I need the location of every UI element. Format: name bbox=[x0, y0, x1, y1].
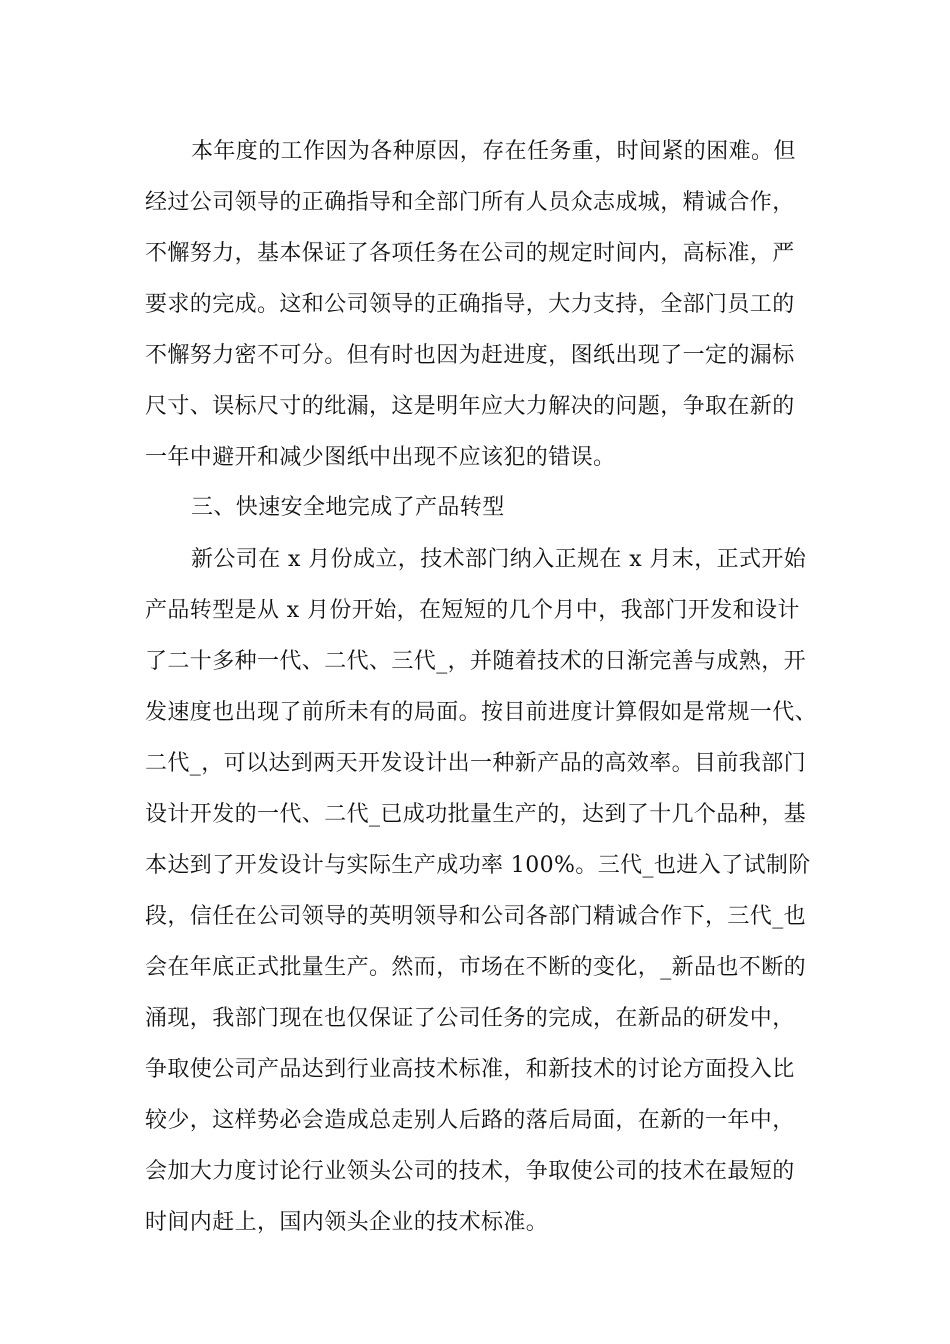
paragraph-1-line-6: 尺寸、误标尺寸的纰漏，这是明年应大力解决的问题，争取在新的 bbox=[145, 394, 795, 419]
paragraph-1-line-4: 要求的完成。这和公司领导的正确指导，大力支持，全部门员工的 bbox=[145, 292, 795, 317]
paragraph-2-line-3: 了二十多种一代、二代、三代_，并随着技术的日渐完善与成熟，开 bbox=[145, 649, 807, 674]
paragraph-2-line-12: 较少，这样势必会造成总走别人后路的落后局面，在新的一年中， bbox=[145, 1108, 795, 1133]
paragraph-2-line-9: 会在年底正式批量生产。然而，市场在不断的变化，_新品也不断的 bbox=[145, 955, 807, 980]
paragraph-2-line-13: 会加大力度讨论行业领头公司的技术，争取使公司的技术在最短的 bbox=[145, 1159, 795, 1184]
paragraph-2-line-4: 发速度也出现了前所未有的局面。按目前进度计算假如是常规一代、 bbox=[145, 700, 818, 725]
section-heading: 三、快速安全地完成了产品转型 bbox=[191, 495, 505, 520]
paragraph-1-line-5: 不懈努力密不可分。但有时也因为赶进度，图纸出现了一定的漏标 bbox=[145, 343, 795, 368]
paragraph-2-line-10: 涌现，我部门现在也仅保证了公司任务的完成，在新品的研发中， bbox=[145, 1006, 795, 1031]
paragraph-2-line-2: 产品转型是从 x 月份开始，在短短的几个月中，我部门开发和设计 bbox=[145, 598, 800, 623]
paragraph-2-line-1: 新公司在 x 月份成立，技术部门纳入正规在 x 月末，正式开始 bbox=[191, 547, 807, 572]
paragraph-2-line-7: 本达到了开发设计与实际生产成功率 100%。三代_也进入了试制阶 bbox=[145, 853, 811, 878]
paragraph-1-line-1: 本年度的工作因为各种原因，存在任务重，时间紧的困难。但 bbox=[191, 139, 796, 164]
paragraph-2-line-11: 争取使公司产品达到行业高技术标准，和新技术的讨论方面投入比 bbox=[145, 1057, 795, 1082]
paragraph-2-line-8: 段，信任在公司领导的英明领导和公司各部门精诚合作下，三代_也 bbox=[145, 904, 807, 929]
paragraph-2-line-14: 时间内赶上，国内领头企业的技术标准。 bbox=[145, 1210, 549, 1235]
paragraph-1-line-3: 不懈努力，基本保证了各项任务在公司的规定时间内，高标准，严 bbox=[145, 241, 795, 266]
paragraph-2-line-6: 设计开发的一代、二代_已成功批量生产的，达到了十几个品种，基 bbox=[145, 802, 807, 827]
paragraph-2-line-5: 二代_，可以达到两天开发设计出一种新产品的高效率。目前我部门 bbox=[145, 751, 807, 776]
paragraph-1-line-2: 经过公司领导的正确指导和全部门所有人员众志成城，精诚合作， bbox=[145, 190, 795, 215]
paragraph-1-line-7: 一年中避开和减少图纸中出现不应该犯的错误。 bbox=[145, 445, 616, 470]
